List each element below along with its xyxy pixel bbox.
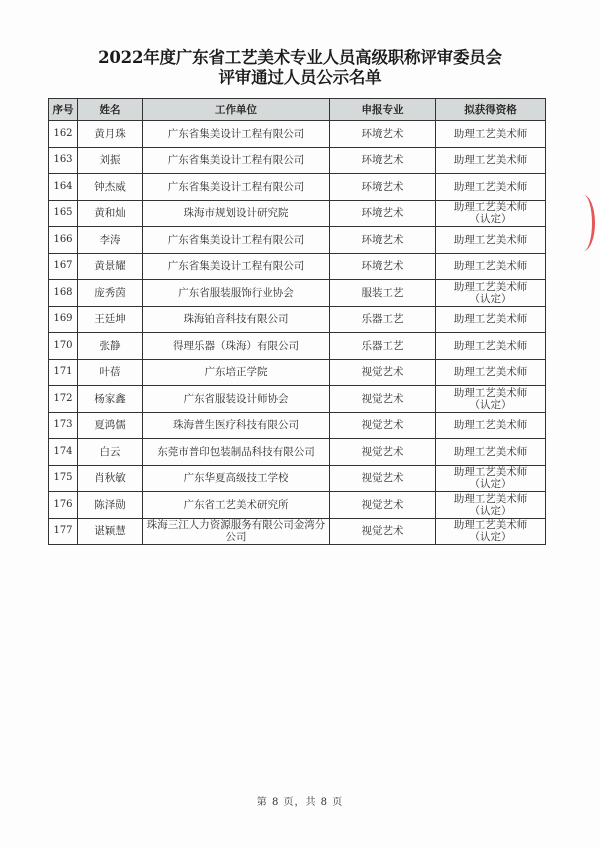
qualification-title: 助理工艺美术师 — [453, 280, 528, 293]
cell-qualification — [436, 147, 546, 174]
qualification-title: 助理工艺美术师 — [453, 313, 528, 326]
cell-name: 白云 — [78, 439, 143, 466]
cell-name: 钟杰威 — [78, 174, 143, 201]
qualification-title: 助理工艺美术师 — [453, 201, 528, 214]
title-line-2: 评审通过人员公示名单 — [218, 68, 382, 87]
cell-qualification — [436, 227, 546, 254]
cell-qualification — [436, 465, 546, 492]
cell-employer: 广东省集美设计工程有限公司 — [143, 121, 330, 148]
qualification-title: 助理工艺美术师 — [453, 127, 528, 140]
cell-qualification — [436, 518, 546, 545]
cell-name: 叶蓓 — [78, 359, 143, 386]
cell-name: 张静 — [78, 333, 143, 360]
cell-employer: 广东培正学院 — [143, 359, 330, 386]
cell-major: 乐器工艺 — [330, 306, 436, 333]
qualification-note: （认定） — [469, 531, 512, 544]
cell-serial-no: 172 — [49, 386, 78, 413]
table-row — [49, 200, 546, 227]
cell-major: 视觉艺术 — [330, 518, 436, 545]
cell-major: 服装工艺 — [330, 280, 436, 307]
qualification-note: （认定） — [469, 292, 512, 305]
cell-qualification — [436, 174, 546, 201]
cell-serial-no: 170 — [49, 333, 78, 360]
cell-name: 肖秋敏 — [78, 465, 143, 492]
qualification-title: 助理工艺美术师 — [453, 366, 528, 379]
cell-serial-no: 162 — [49, 121, 78, 148]
table-row — [49, 147, 546, 174]
cell-employer: 广东省服装设计师协会 — [143, 386, 330, 413]
header-name: 姓名 — [78, 99, 143, 121]
table-row — [49, 280, 546, 307]
qualification-title: 助理工艺美术师 — [453, 419, 528, 432]
cell-serial-no: 169 — [49, 306, 78, 333]
cell-serial-no: 175 — [49, 465, 78, 492]
qualification-title: 助理工艺美术师 — [453, 180, 528, 193]
cell-name: 杨家鑫 — [78, 386, 143, 413]
table-row — [49, 253, 546, 280]
cell-major: 环境艺术 — [330, 174, 436, 201]
cell-qualification — [436, 306, 546, 333]
cell-qualification — [436, 333, 546, 360]
cell-qualification — [436, 359, 546, 386]
cell-employer: 广东华夏高级技工学校 — [143, 465, 330, 492]
qualification-title: 助理工艺美术师 — [453, 154, 528, 167]
cell-serial-no: 163 — [49, 147, 78, 174]
table-row — [49, 333, 546, 360]
table-row — [49, 359, 546, 386]
table-row — [49, 306, 546, 333]
table-row — [49, 174, 546, 201]
cell-name: 谌颖慧 — [78, 518, 143, 545]
qualification-title: 助理工艺美术师 — [453, 519, 528, 532]
cell-major: 环境艺术 — [330, 227, 436, 254]
cell-serial-no: 174 — [49, 439, 78, 466]
table-header-row — [49, 99, 546, 121]
cell-qualification — [436, 280, 546, 307]
cell-qualification — [436, 439, 546, 466]
cell-employer: 广东省集美设计工程有限公司 — [143, 253, 330, 280]
cell-serial-no: 176 — [49, 492, 78, 519]
qualification-title: 助理工艺美术师 — [453, 260, 528, 273]
table-body — [49, 121, 546, 545]
cell-qualification — [436, 492, 546, 519]
qualification-title: 助理工艺美术师 — [453, 386, 528, 399]
cell-serial-no: 164 — [49, 174, 78, 201]
cell-name: 陈泽勋 — [78, 492, 143, 519]
header-employer: 工作单位 — [143, 99, 330, 121]
table-row — [49, 465, 546, 492]
cell-serial-no: 166 — [49, 227, 78, 254]
qualification-title: 助理工艺美术师 — [453, 339, 528, 352]
cell-major: 视觉艺术 — [330, 439, 436, 466]
cell-name: 王廷坤 — [78, 306, 143, 333]
qualification-title: 助理工艺美术师 — [453, 466, 528, 479]
cell-major: 视觉艺术 — [330, 359, 436, 386]
page-footer: 第 8 页，共 8 页 — [256, 797, 344, 808]
table-row — [49, 412, 546, 439]
cell-major: 视觉艺术 — [330, 465, 436, 492]
cell-major: 环境艺术 — [330, 121, 436, 148]
qualification-title: 助理工艺美术师 — [453, 233, 528, 246]
cell-serial-no: 171 — [49, 359, 78, 386]
cell-major: 视觉艺术 — [330, 386, 436, 413]
cell-employer: 珠海普生医疗科技有限公司 — [143, 412, 330, 439]
table-row — [49, 121, 546, 148]
qualification-note: （认定） — [469, 478, 512, 491]
cell-serial-no: 173 — [49, 412, 78, 439]
cell-qualification — [436, 386, 546, 413]
cell-employer: 广东省集美设计工程有限公司 — [143, 147, 330, 174]
cell-employer: 广东省集美设计工程有限公司 — [143, 174, 330, 201]
header-major: 申报专业 — [330, 99, 436, 121]
cell-major: 环境艺术 — [330, 200, 436, 227]
header-serial-no: 序号 — [49, 99, 78, 121]
table-row — [49, 227, 546, 254]
cell-name: 夏鸿儒 — [78, 412, 143, 439]
cell-employer: 得理乐器（珠海）有限公司 — [143, 333, 330, 360]
qualification-note: （认定） — [469, 398, 512, 411]
document-title — [0, 48, 600, 88]
cell-employer: 广东省服装服饰行业协会 — [143, 280, 330, 307]
approved-personnel-table — [48, 98, 546, 545]
header-qualification: 拟获得资格 — [436, 99, 546, 121]
cell-name: 黄和灿 — [78, 200, 143, 227]
cell-employer: 珠海市规划设计研究院 — [143, 200, 330, 227]
title-line-1: 2022年度广东省工艺美术专业人员高级职称评审委员会 — [98, 48, 502, 67]
cell-serial-no: 168 — [49, 280, 78, 307]
cell-qualification — [436, 200, 546, 227]
qualification-title: 助理工艺美术师 — [453, 492, 528, 505]
cell-employer: 广东省集美设计工程有限公司 — [143, 227, 330, 254]
cell-major: 视觉艺术 — [330, 412, 436, 439]
cell-name: 庞秀茵 — [78, 280, 143, 307]
cell-employer: 东莞市普印包装制品科技有限公司 — [143, 439, 330, 466]
cell-name: 李涛 — [78, 227, 143, 254]
cell-serial-no: 165 — [49, 200, 78, 227]
table-row — [49, 492, 546, 519]
qualification-note: （认定） — [469, 504, 512, 517]
official-seal-edge — [572, 195, 595, 251]
table-row — [49, 518, 546, 545]
cell-employer: 珠海铂音科技有限公司 — [143, 306, 330, 333]
cell-major: 视觉艺术 — [330, 492, 436, 519]
cell-name: 黄月珠 — [78, 121, 143, 148]
cell-major: 环境艺术 — [330, 147, 436, 174]
cell-name: 刘振 — [78, 147, 143, 174]
cell-serial-no: 177 — [49, 518, 78, 545]
cell-qualification — [436, 412, 546, 439]
cell-qualification — [436, 121, 546, 148]
cell-qualification — [436, 253, 546, 280]
cell-employer: 广东省工艺美术研究所 — [143, 492, 330, 519]
cell-serial-no: 167 — [49, 253, 78, 280]
qualification-note: （认定） — [469, 213, 512, 226]
qualification-title: 助理工艺美术师 — [453, 445, 528, 458]
cell-name: 黄景耀 — [78, 253, 143, 280]
cell-employer: 珠海三江人力资源服务有限公司金湾分公司 — [143, 518, 330, 545]
cell-major: 环境艺术 — [330, 253, 436, 280]
table-row — [49, 439, 546, 466]
cell-major: 乐器工艺 — [330, 333, 436, 360]
table-row — [49, 386, 546, 413]
